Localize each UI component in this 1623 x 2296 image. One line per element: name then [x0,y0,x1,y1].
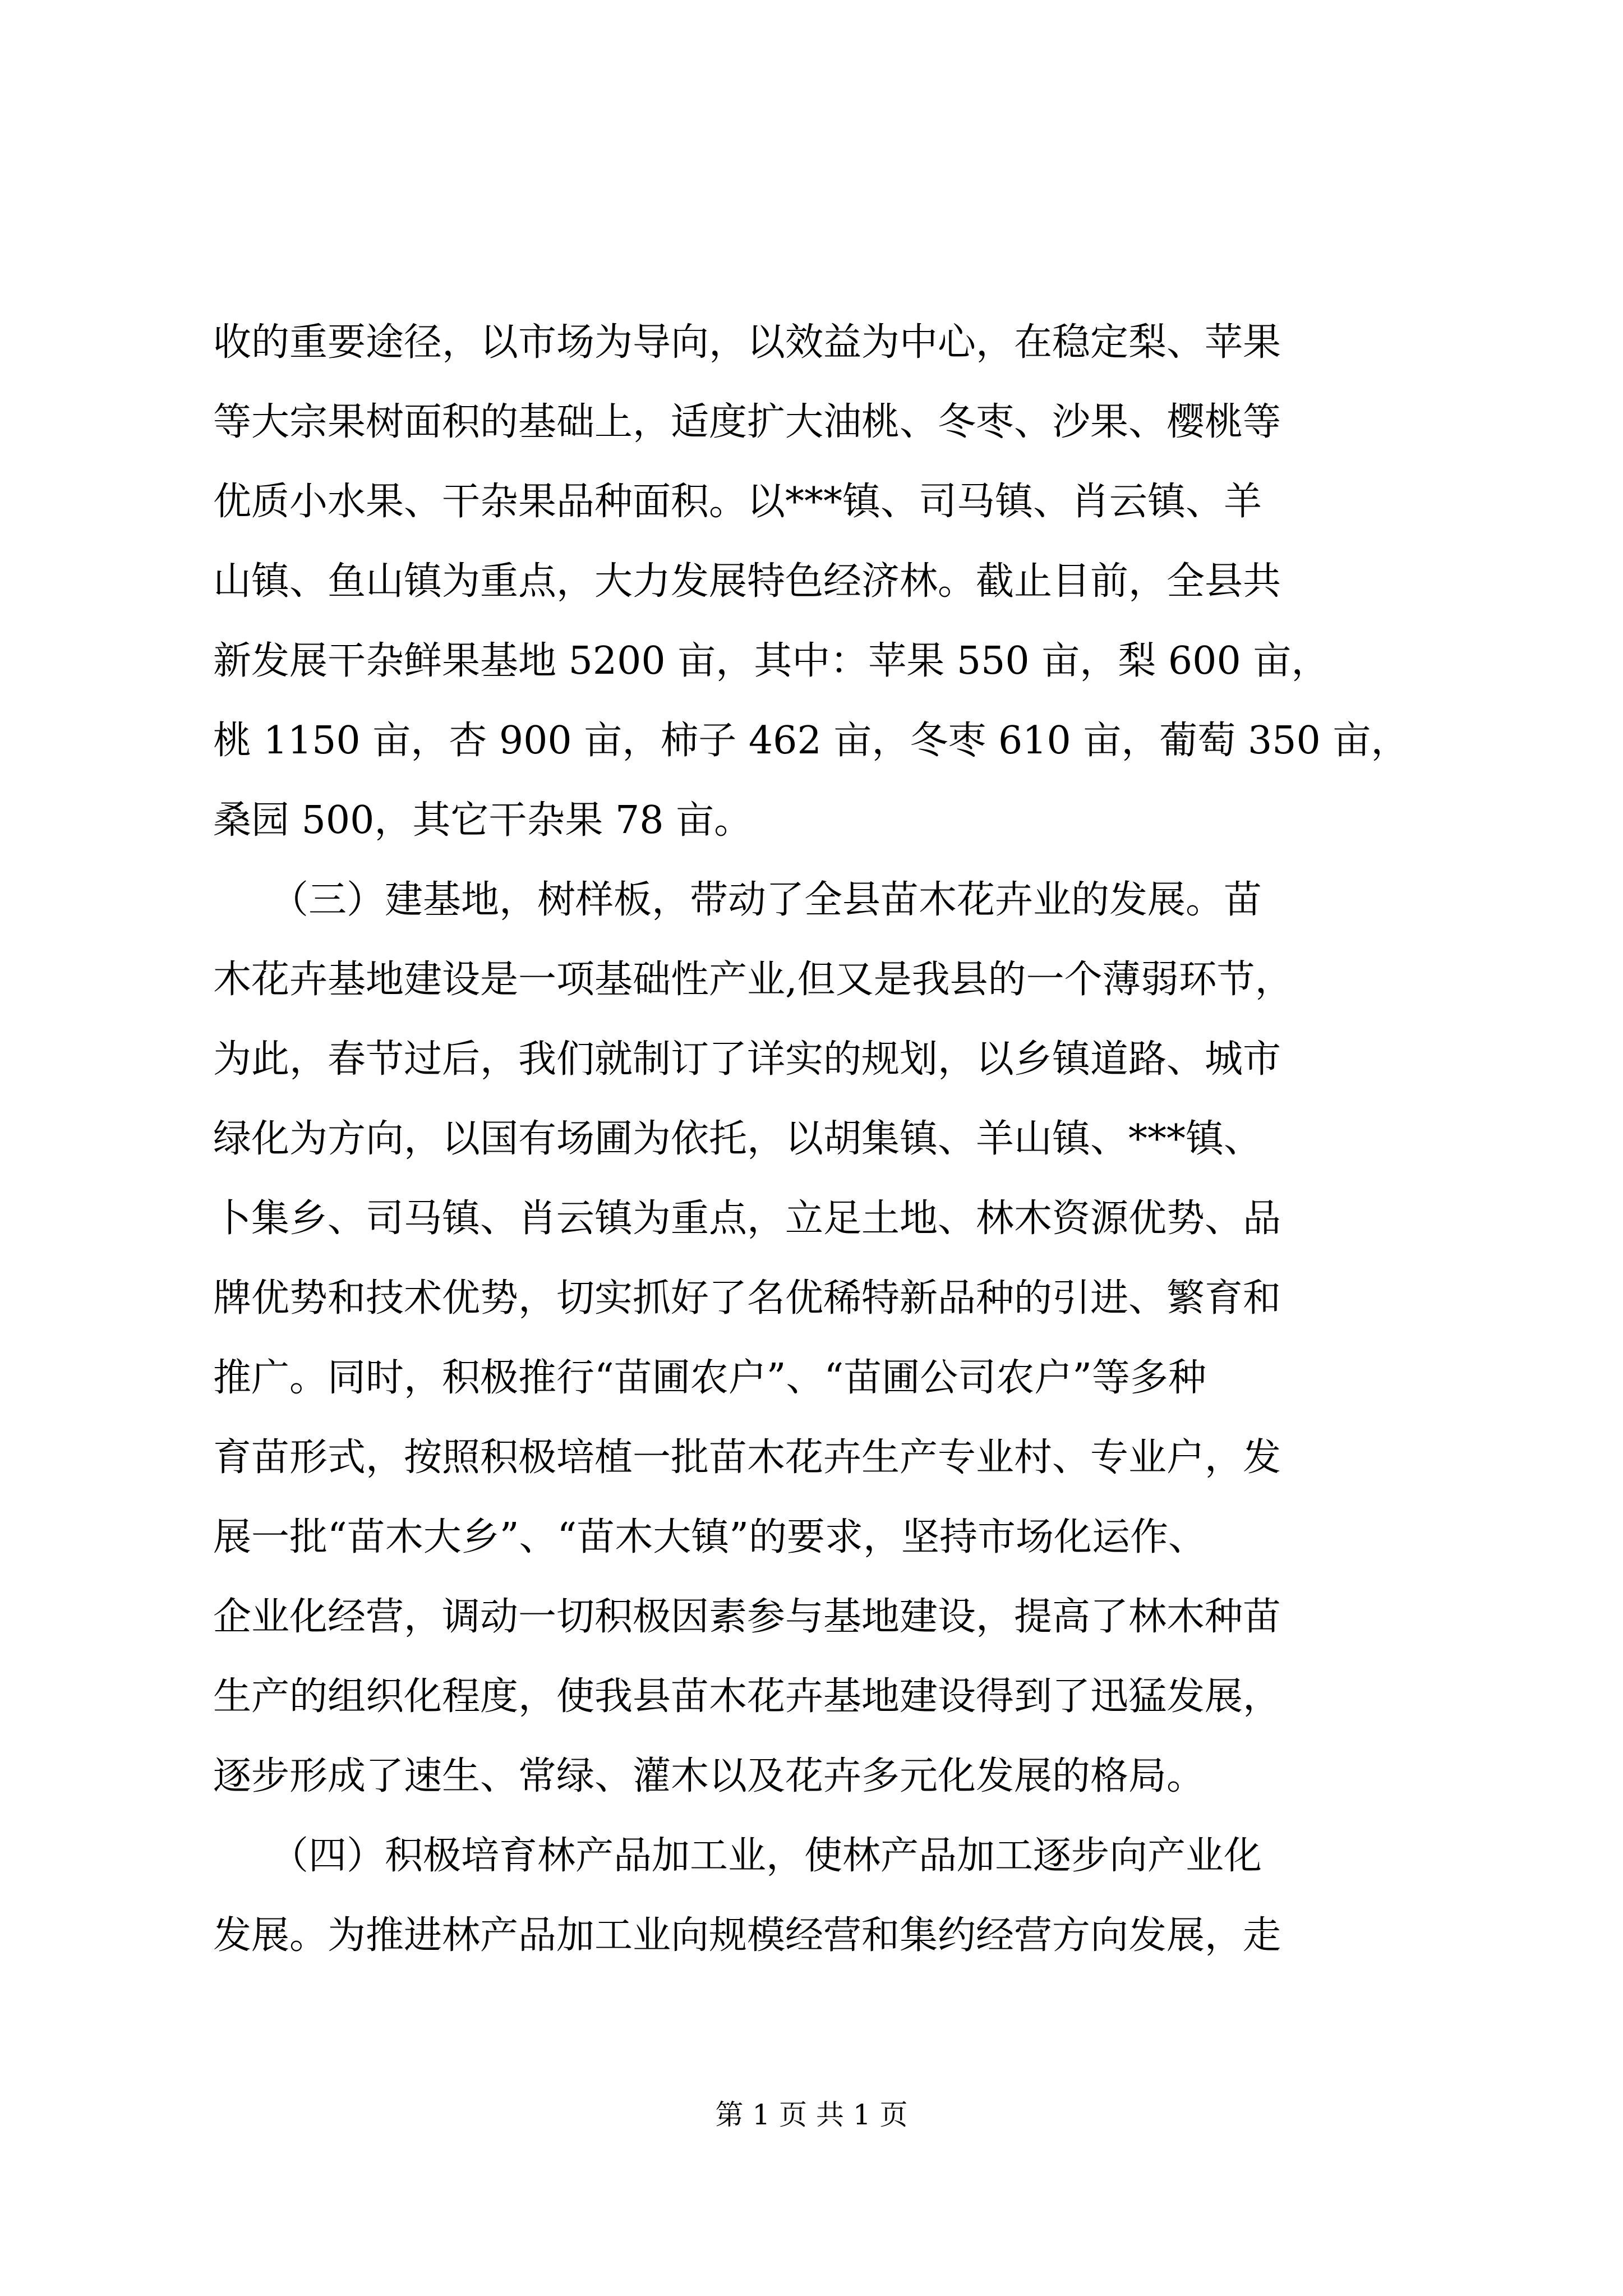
text-line: 山镇、鱼山镇为重点，大力发展特色经济林。截止目前，全县共 [213,559,1281,604]
text-line: 绿化为方向，以国有场圃为依托，以胡集镇、羊山镇、***镇、 [213,1117,1262,1161]
text-line: 生产的组织化程度，使我县苗木花卉基地建设得到了迅猛发展， [213,1674,1281,1719]
text-line: 桃 1150 亩，杏 900 亩，柿子 462 亩，冬枣 610 亩，葡萄 350 亩， [213,719,1409,763]
text-line: 牌优势和技术优势，切实抓好了名优稀特新品种的引进、繁育和 [213,1276,1281,1320]
text-line: 优质小水果、干杂果品种面积。以***镇、司马镇、肖云镇、羊 [213,480,1262,524]
text-line: 卜集乡、司马镇、肖云镇为重点，立足土地、林木资源优势、品 [213,1197,1281,1241]
text-line: （三）建基地，树样板，带动了全县苗木花卉业的发展。苗 [213,878,1262,922]
text-line: 为此，春节过后，我们就制订了详实的规划，以乡镇道路、城市 [213,1037,1281,1082]
text-line: 等大宗果树面积的基础上，适度扩大油桃、冬枣、沙果、樱桃等 [213,400,1281,444]
text-line: 推广。同时，积极推行“苗圃农户”、“苗圃公司农户”等多种 [213,1356,1207,1400]
page-footer [0,2095,1623,2134]
text-line: 新发展干杂鲜果基地 5200 亩，其中：苹果 550 亩，梨 600 亩， [213,639,1330,683]
text-line: 企业化经营，调动一切积极因素参与基地建设，提高了林木种苗 [213,1595,1281,1639]
text-line: （四）积极培育林产品加工业，使林产品加工逐步向产业化 [213,1834,1262,1878]
text-line: 逐步形成了速生、常绿、灌木以及花卉多元化发展的格局。 [213,1754,1205,1798]
text-line: 展一批“苗木大乡”、“苗木大镇”的要求，坚持市场化运作、 [213,1515,1207,1559]
text-line: 发展。为推进林产品加工业向规模经营和集约经营方向发展，走 [213,1913,1281,1958]
text-line: 桑园 500，其它干杂果 78 亩。 [213,798,753,843]
text-line: 木花卉基地建设是一项基础性产业,但又是我县的一个薄弱环节， [213,958,1293,1002]
text-line: 育苗形式，按照积极培植一批苗木花卉生产专业村、专业户，发 [213,1435,1281,1480]
page-number: 第 1 页 共 1 页 [715,2099,908,2131]
text-line: 收的重要途径，以市场为导向，以效益为中心，在稳定梨、苹果 [213,320,1281,365]
body-text [213,303,1413,1976]
